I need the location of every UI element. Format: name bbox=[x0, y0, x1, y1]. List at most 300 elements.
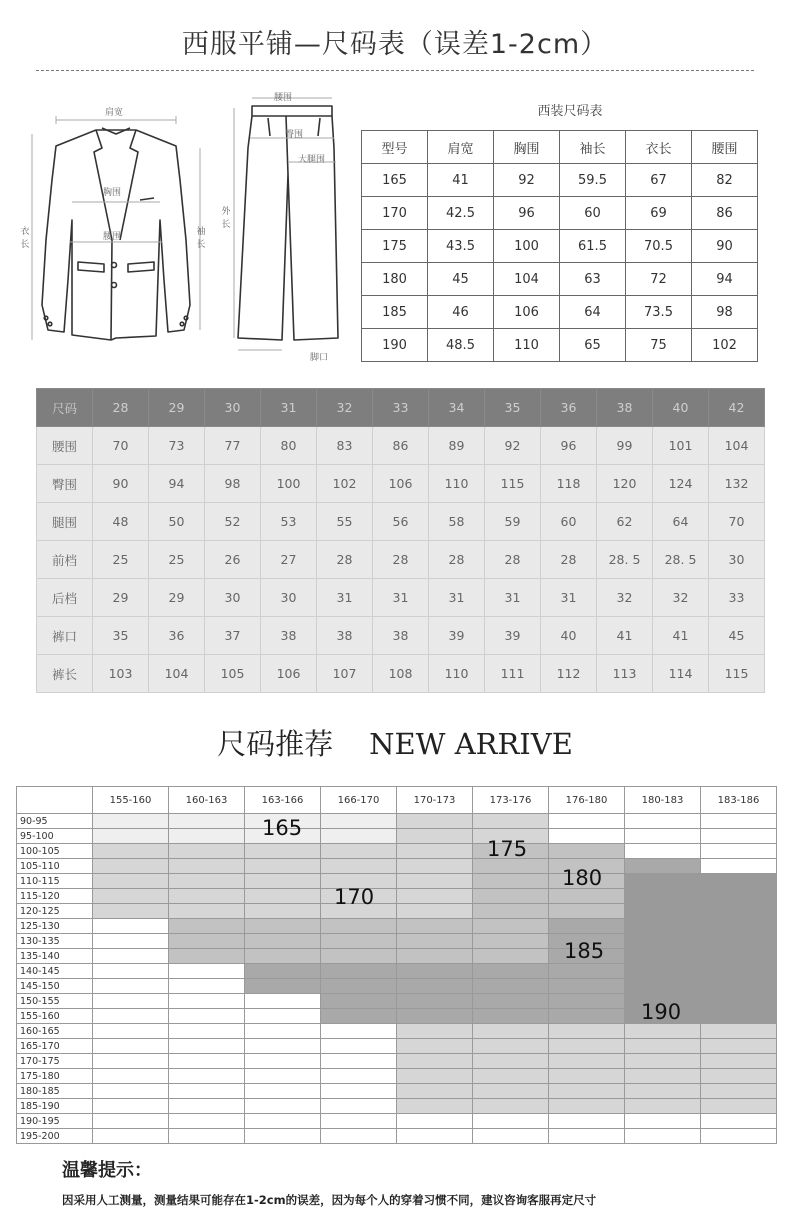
grid-cell bbox=[625, 874, 701, 889]
grid-cell bbox=[549, 1099, 625, 1114]
table-cell: 46 bbox=[428, 296, 494, 329]
table-cell: 110 bbox=[494, 329, 560, 362]
jacket-diagram bbox=[16, 100, 226, 362]
weight-label-cell: 145-150 bbox=[17, 979, 93, 994]
table-cell: 30 bbox=[261, 579, 317, 617]
grid-cell bbox=[625, 919, 701, 934]
table-row bbox=[17, 949, 777, 964]
table-cell: 75 bbox=[626, 329, 692, 362]
table-cell: 111 bbox=[485, 655, 541, 693]
table-row bbox=[362, 329, 758, 362]
grid-cell bbox=[245, 1069, 321, 1084]
title-divider bbox=[36, 70, 754, 71]
grid-cell bbox=[321, 829, 397, 844]
grid-cell bbox=[245, 1129, 321, 1144]
table-cell: 29 bbox=[93, 579, 149, 617]
table-row bbox=[37, 617, 765, 655]
height-header-cell: 170-173 bbox=[397, 787, 473, 814]
jacket-chest-label: 胸围 bbox=[103, 188, 122, 198]
table-cell: 31 bbox=[485, 579, 541, 617]
grid-cell bbox=[169, 889, 245, 904]
grid-cell bbox=[473, 1114, 549, 1129]
table-row bbox=[17, 1039, 777, 1054]
table-row bbox=[17, 889, 777, 904]
grid-cell bbox=[701, 889, 777, 904]
grid-cell bbox=[549, 964, 625, 979]
table-cell: 48.5 bbox=[428, 329, 494, 362]
table-cell: 30 bbox=[205, 579, 261, 617]
grid-cell bbox=[473, 814, 549, 829]
grid-cell bbox=[245, 1009, 321, 1024]
weight-label-cell: 110-115 bbox=[17, 874, 93, 889]
table-header-cell: 33 bbox=[373, 389, 429, 427]
pants-waist-label: 腰围 bbox=[274, 93, 293, 103]
grid-cell bbox=[169, 1024, 245, 1039]
table-row bbox=[17, 859, 777, 874]
table-cell: 118 bbox=[541, 465, 597, 503]
weight-label-cell: 120-125 bbox=[17, 904, 93, 919]
table-header-cell: 29 bbox=[149, 389, 205, 427]
table-cell: 65 bbox=[560, 329, 626, 362]
table-cell: 63 bbox=[560, 263, 626, 296]
grid-cell bbox=[169, 949, 245, 964]
grid-cell bbox=[93, 814, 169, 829]
table-cell: 31 bbox=[429, 579, 485, 617]
table-header-cell: 32 bbox=[317, 389, 373, 427]
table-cell: 83 bbox=[317, 427, 373, 465]
table-cell: 45 bbox=[709, 617, 765, 655]
height-header-cell: 176-180 bbox=[549, 787, 625, 814]
grid-cell bbox=[93, 1129, 169, 1144]
grid-cell bbox=[169, 1054, 245, 1069]
grid-cell bbox=[625, 829, 701, 844]
table-header-cell: 40 bbox=[653, 389, 709, 427]
grid-cell bbox=[397, 829, 473, 844]
table-cell: 27 bbox=[261, 541, 317, 579]
grid-cell bbox=[169, 859, 245, 874]
table-cell: 25 bbox=[149, 541, 205, 579]
table-cell: 60 bbox=[541, 503, 597, 541]
grid-cell bbox=[93, 859, 169, 874]
grid-cell bbox=[169, 934, 245, 949]
weight-label-cell: 105-110 bbox=[17, 859, 93, 874]
table-cell: 120 bbox=[597, 465, 653, 503]
grid-cell bbox=[701, 874, 777, 889]
table-cell: 180 bbox=[362, 263, 428, 296]
table-row bbox=[17, 1054, 777, 1069]
grid-cell bbox=[321, 1039, 397, 1054]
weight-label-cell: 135-140 bbox=[17, 949, 93, 964]
table-cell: 70 bbox=[93, 427, 149, 465]
grid-cell bbox=[169, 1129, 245, 1144]
table-cell: 115 bbox=[485, 465, 541, 503]
grid-cell bbox=[245, 949, 321, 964]
table-cell: 72 bbox=[626, 263, 692, 296]
grid-cell bbox=[397, 979, 473, 994]
grid-cell bbox=[473, 1054, 549, 1069]
grid-cell bbox=[169, 904, 245, 919]
height-header-cell: 183-186 bbox=[701, 787, 777, 814]
grid-cell bbox=[701, 1084, 777, 1099]
grid-cell bbox=[245, 979, 321, 994]
weight-label-cell: 155-160 bbox=[17, 1009, 93, 1024]
grid-cell bbox=[397, 1114, 473, 1129]
table-cell: 102 bbox=[692, 329, 758, 362]
grid-cell bbox=[701, 814, 777, 829]
grid-cell bbox=[93, 1069, 169, 1084]
table-cell: 62 bbox=[597, 503, 653, 541]
table-cell: 39 bbox=[429, 617, 485, 655]
grid-cell bbox=[169, 1039, 245, 1054]
table-cell: 31 bbox=[317, 579, 373, 617]
table-cell: 38 bbox=[261, 617, 317, 655]
grid-cell bbox=[245, 844, 321, 859]
grid-cell bbox=[625, 859, 701, 874]
grid-cell bbox=[473, 919, 549, 934]
table-cell: 114 bbox=[653, 655, 709, 693]
grid-cell bbox=[397, 919, 473, 934]
pants-hem-label: 脚口 bbox=[310, 353, 329, 363]
recommend-title bbox=[0, 722, 790, 763]
grid-cell bbox=[245, 1039, 321, 1054]
table-header-cell: 31 bbox=[261, 389, 317, 427]
grid-cell bbox=[321, 964, 397, 979]
grid-cell bbox=[397, 844, 473, 859]
table-row bbox=[37, 427, 765, 465]
grid-cell bbox=[169, 1084, 245, 1099]
jacket-length-label: 衣长 bbox=[20, 227, 30, 250]
row-label-cell: 裤长 bbox=[37, 655, 93, 693]
grid-cell bbox=[245, 874, 321, 889]
pants-thigh-label: 大腿围 bbox=[298, 155, 326, 165]
grid-cell bbox=[625, 1099, 701, 1114]
table-header-cell: 尺码 bbox=[37, 389, 93, 427]
weight-label-cell: 180-185 bbox=[17, 1084, 93, 1099]
grid-cell bbox=[321, 1024, 397, 1039]
table-cell: 77 bbox=[205, 427, 261, 465]
table-cell: 170 bbox=[362, 197, 428, 230]
table-cell: 104 bbox=[709, 427, 765, 465]
grid-cell bbox=[397, 994, 473, 1009]
grid-cell bbox=[701, 904, 777, 919]
weight-label-cell: 100-105 bbox=[17, 844, 93, 859]
height-header-cell: 160-163 bbox=[169, 787, 245, 814]
size-label-165: 165 bbox=[262, 816, 303, 840]
grid-cell bbox=[169, 994, 245, 1009]
grid-cell bbox=[549, 919, 625, 934]
grid-cell bbox=[625, 889, 701, 904]
jacket-shoulder-label: 肩宽 bbox=[105, 108, 124, 118]
size-label-175: 175 bbox=[487, 837, 528, 861]
table-cell: 53 bbox=[261, 503, 317, 541]
grid-cell bbox=[169, 979, 245, 994]
table-row bbox=[17, 1084, 777, 1099]
grid-cell bbox=[321, 979, 397, 994]
grid-cell bbox=[701, 1024, 777, 1039]
table-cell: 43.5 bbox=[428, 230, 494, 263]
grid-cell bbox=[397, 874, 473, 889]
weight-label-cell: 165-170 bbox=[17, 1039, 93, 1054]
grid-cell bbox=[93, 1039, 169, 1054]
grid-cell bbox=[473, 1129, 549, 1144]
table-cell: 37 bbox=[205, 617, 261, 655]
grid-cell bbox=[245, 1114, 321, 1129]
suit-size-table bbox=[361, 130, 758, 362]
weight-label-cell: 160-165 bbox=[17, 1024, 93, 1039]
grid-cell bbox=[549, 1024, 625, 1039]
grid-cell bbox=[625, 979, 701, 994]
table-row bbox=[37, 579, 765, 617]
grid-cell bbox=[397, 1054, 473, 1069]
table-cell: 38 bbox=[317, 617, 373, 655]
height-header-cell: 163-166 bbox=[245, 787, 321, 814]
grid-cell bbox=[549, 1129, 625, 1144]
grid-cell bbox=[473, 1099, 549, 1114]
grid-cell bbox=[625, 1069, 701, 1084]
table-cell: 26 bbox=[205, 541, 261, 579]
table-cell: 102 bbox=[317, 465, 373, 503]
recommend-title-en: NEW ARRIVE bbox=[369, 727, 573, 761]
table-cell: 58 bbox=[429, 503, 485, 541]
table-header-cell: 36 bbox=[541, 389, 597, 427]
recommend-title-cn: 尺码推荐 bbox=[217, 727, 334, 761]
pants-hip-label: 臀围 bbox=[285, 130, 304, 140]
table-cell: 33 bbox=[709, 579, 765, 617]
table-cell: 90 bbox=[692, 230, 758, 263]
grid-cell bbox=[397, 1099, 473, 1114]
grid-cell bbox=[473, 874, 549, 889]
table-row bbox=[17, 964, 777, 979]
grid-cell bbox=[93, 1084, 169, 1099]
grid-cell bbox=[701, 964, 777, 979]
weight-label-cell: 185-190 bbox=[17, 1099, 93, 1114]
table-cell: 92 bbox=[485, 427, 541, 465]
grid-cell bbox=[473, 949, 549, 964]
jacket-waist-label: 腰围 bbox=[103, 232, 122, 242]
grid-cell bbox=[625, 964, 701, 979]
table-cell: 42.5 bbox=[428, 197, 494, 230]
size-label-180: 180 bbox=[562, 866, 603, 890]
grid-cell bbox=[625, 934, 701, 949]
table-cell: 94 bbox=[149, 465, 205, 503]
row-label-cell: 裤口 bbox=[37, 617, 93, 655]
table-header-cell: 肩宽 bbox=[428, 131, 494, 164]
table-header-cell: 袖长 bbox=[560, 131, 626, 164]
row-label-cell: 腰围 bbox=[37, 427, 93, 465]
table-row bbox=[17, 844, 777, 859]
table-row bbox=[37, 541, 765, 579]
grid-cell bbox=[169, 844, 245, 859]
weight-label-cell: 90-95 bbox=[17, 814, 93, 829]
table-cell: 132 bbox=[709, 465, 765, 503]
grid-cell bbox=[549, 1069, 625, 1084]
table-cell: 41 bbox=[428, 164, 494, 197]
grid-cell bbox=[701, 1114, 777, 1129]
table-cell: 69 bbox=[626, 197, 692, 230]
grid-cell bbox=[245, 859, 321, 874]
grid-cell bbox=[473, 964, 549, 979]
grid-cell bbox=[245, 1054, 321, 1069]
table-header-row bbox=[362, 131, 758, 164]
grid-cell bbox=[397, 949, 473, 964]
grid-cell bbox=[473, 1039, 549, 1054]
grid-cell bbox=[321, 1099, 397, 1114]
table-cell: 73.5 bbox=[626, 296, 692, 329]
grid-cell bbox=[549, 889, 625, 904]
table-cell: 113 bbox=[597, 655, 653, 693]
table-cell: 98 bbox=[205, 465, 261, 503]
table-cell: 80 bbox=[261, 427, 317, 465]
table-cell: 25 bbox=[93, 541, 149, 579]
grid-cell bbox=[93, 1054, 169, 1069]
grid-cell bbox=[397, 1039, 473, 1054]
grid-cell bbox=[169, 919, 245, 934]
table-row bbox=[17, 1099, 777, 1114]
table-cell: 48 bbox=[93, 503, 149, 541]
table-cell: 64 bbox=[560, 296, 626, 329]
grid-cell bbox=[625, 1129, 701, 1144]
table-cell: 105 bbox=[205, 655, 261, 693]
table-cell: 28. 5 bbox=[653, 541, 709, 579]
table-cell: 106 bbox=[261, 655, 317, 693]
grid-cell bbox=[169, 1069, 245, 1084]
table-header-cell: 42 bbox=[709, 389, 765, 427]
table-header-row bbox=[17, 787, 777, 814]
grid-cell bbox=[549, 979, 625, 994]
table-cell: 100 bbox=[261, 465, 317, 503]
grid-cell bbox=[397, 1084, 473, 1099]
grid-cell bbox=[397, 1069, 473, 1084]
table-cell: 110 bbox=[429, 655, 485, 693]
grid-cell bbox=[701, 1069, 777, 1084]
table-header-cell: 腰围 bbox=[692, 131, 758, 164]
table-cell: 108 bbox=[373, 655, 429, 693]
table-row bbox=[362, 197, 758, 230]
table-cell: 28. 5 bbox=[597, 541, 653, 579]
table-row bbox=[17, 1069, 777, 1084]
table-cell: 185 bbox=[362, 296, 428, 329]
table-cell: 110 bbox=[429, 465, 485, 503]
table-cell: 56 bbox=[373, 503, 429, 541]
table-row bbox=[362, 263, 758, 296]
table-header-cell: 35 bbox=[485, 389, 541, 427]
table-row bbox=[17, 1114, 777, 1129]
grid-cell bbox=[549, 1084, 625, 1099]
grid-cell bbox=[549, 1009, 625, 1024]
grid-cell bbox=[701, 844, 777, 859]
grid-cell bbox=[93, 949, 169, 964]
table-header-row bbox=[37, 389, 765, 427]
grid-cell bbox=[625, 844, 701, 859]
grid-cell bbox=[701, 1129, 777, 1144]
grid-cell bbox=[701, 1039, 777, 1054]
table-header-cell: 34 bbox=[429, 389, 485, 427]
table-cell: 107 bbox=[317, 655, 373, 693]
table-header-cell: 38 bbox=[597, 389, 653, 427]
table-row bbox=[17, 814, 777, 829]
grid-cell bbox=[93, 1024, 169, 1039]
table-header-cell: 胸围 bbox=[494, 131, 560, 164]
grid-cell bbox=[245, 1024, 321, 1039]
table-cell: 28 bbox=[429, 541, 485, 579]
grid-cell bbox=[473, 979, 549, 994]
table-row bbox=[37, 465, 765, 503]
tips-title: 温馨提示： bbox=[62, 1160, 152, 1181]
weight-label-cell: 195-200 bbox=[17, 1129, 93, 1144]
table-header-cell: 28 bbox=[93, 389, 149, 427]
grid-cell bbox=[397, 1129, 473, 1144]
grid-cell bbox=[321, 859, 397, 874]
table-cell: 59 bbox=[485, 503, 541, 541]
grid-cell bbox=[549, 1114, 625, 1129]
grid-cell bbox=[549, 1039, 625, 1054]
table-cell: 39 bbox=[485, 617, 541, 655]
grid-cell bbox=[473, 1024, 549, 1039]
row-label-cell: 后档 bbox=[37, 579, 93, 617]
grid-cell bbox=[701, 1054, 777, 1069]
grid-cell bbox=[549, 904, 625, 919]
grid-cell bbox=[625, 1084, 701, 1099]
grid-cell bbox=[397, 904, 473, 919]
grid-cell bbox=[701, 979, 777, 994]
grid-cell bbox=[321, 994, 397, 1009]
grid-cell bbox=[245, 1099, 321, 1114]
table-cell: 32 bbox=[653, 579, 709, 617]
weight-label-cell: 95-100 bbox=[17, 829, 93, 844]
table-cell: 28 bbox=[541, 541, 597, 579]
grid-cell bbox=[93, 1099, 169, 1114]
height-header-cell: 173-176 bbox=[473, 787, 549, 814]
table-cell: 190 bbox=[362, 329, 428, 362]
table-row bbox=[17, 979, 777, 994]
grid-cell bbox=[473, 994, 549, 1009]
weight-label-cell: 140-145 bbox=[17, 964, 93, 979]
row-label-cell: 臀围 bbox=[37, 465, 93, 503]
pants-outseam-label: 外长 bbox=[221, 207, 231, 230]
grid-cell bbox=[397, 964, 473, 979]
table-cell: 70.5 bbox=[626, 230, 692, 263]
table-cell: 31 bbox=[541, 579, 597, 617]
table-row bbox=[362, 230, 758, 263]
table-cell: 175 bbox=[362, 230, 428, 263]
table-cell: 45 bbox=[428, 263, 494, 296]
table-cell: 124 bbox=[653, 465, 709, 503]
grid-cell bbox=[321, 919, 397, 934]
table-cell: 92 bbox=[494, 164, 560, 197]
grid-cell bbox=[245, 1084, 321, 1099]
grid-cell bbox=[93, 874, 169, 889]
grid-cell bbox=[397, 1009, 473, 1024]
weight-label-cell: 190-195 bbox=[17, 1114, 93, 1129]
grid-cell bbox=[625, 1024, 701, 1039]
row-label-cell: 前档 bbox=[37, 541, 93, 579]
grid-cell bbox=[625, 1114, 701, 1129]
grid-cell bbox=[169, 964, 245, 979]
table-header-cell: 型号 bbox=[362, 131, 428, 164]
table-row bbox=[17, 934, 777, 949]
table-cell: 30 bbox=[709, 541, 765, 579]
table-cell: 55 bbox=[317, 503, 373, 541]
grid-cell bbox=[93, 919, 169, 934]
weight-label-cell: 170-175 bbox=[17, 1054, 93, 1069]
table-cell: 98 bbox=[692, 296, 758, 329]
grid-cell bbox=[93, 1114, 169, 1129]
table-cell: 70 bbox=[709, 503, 765, 541]
grid-cell bbox=[93, 1009, 169, 1024]
table-cell: 106 bbox=[373, 465, 429, 503]
grid-cell bbox=[397, 814, 473, 829]
table-cell: 50 bbox=[149, 503, 205, 541]
